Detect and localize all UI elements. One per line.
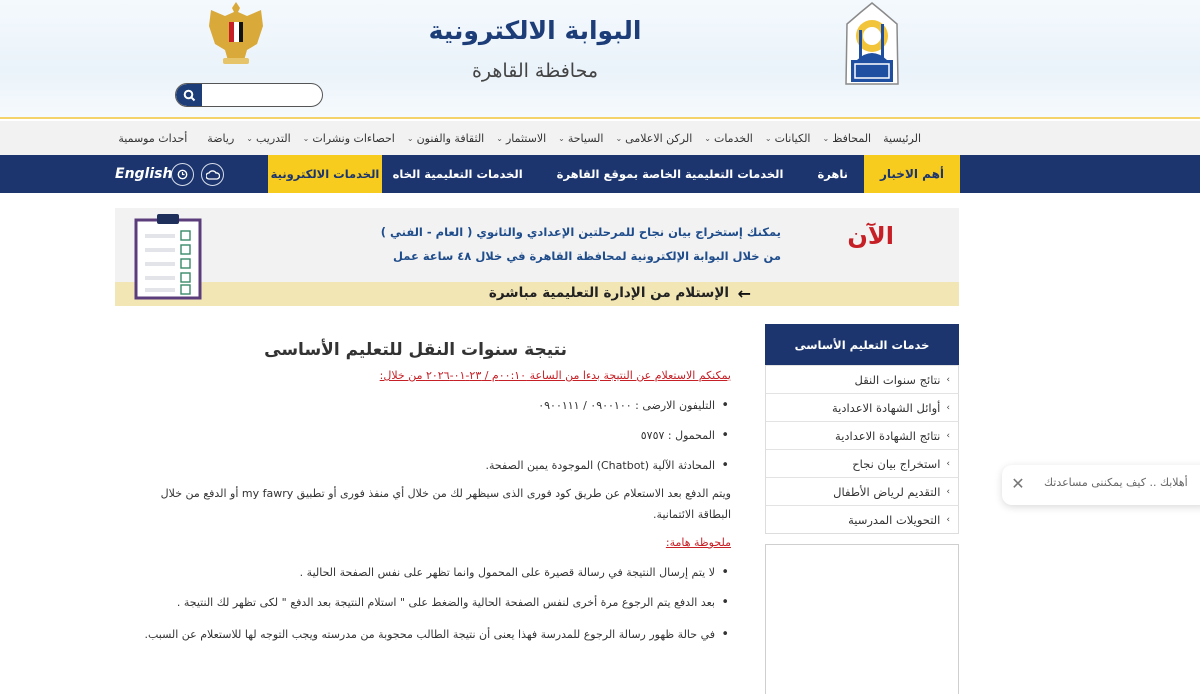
arrow-left-icon: ← bbox=[737, 284, 751, 303]
channel-chatbot: • المحادثة الآلية (Chatbot) الموجودة يمين الصفحة. bbox=[140, 458, 731, 474]
promo-banner[interactable] bbox=[115, 208, 959, 306]
banner-line-1: يمكنك إستخراج بيان نجاح للمرحلتين الإعدادي والثانوي ( العام - الفني ) bbox=[380, 225, 781, 239]
menu-item-media[interactable] bbox=[609, 132, 698, 145]
sidebar-item-prep-results[interactable] bbox=[766, 421, 958, 449]
page-title: نتيجة سنوات النقل للتعليم الأساسى bbox=[264, 340, 567, 360]
menu-item-label: السياحة bbox=[567, 131, 604, 145]
sidebar-empty-widget bbox=[765, 544, 959, 694]
search-box[interactable] bbox=[175, 83, 323, 107]
note-item: • بعد الدفع يتم الرجوع مرة أخرى لنفس الصفحة الحالية والضغط على " استلام النتيجة بعد الدفع " لكى تظهر لك النتيجة . bbox=[140, 595, 731, 611]
banner-now-label: الآن bbox=[847, 222, 894, 250]
news-ticker bbox=[384, 155, 864, 193]
chevron-left-icon: › bbox=[946, 402, 950, 413]
chevron-left-icon: › bbox=[946, 458, 950, 469]
menu-item-label: الركن الاعلامى bbox=[625, 131, 693, 145]
chevron-left-icon: › bbox=[946, 430, 950, 441]
close-icon[interactable]: ✕ bbox=[1011, 473, 1025, 493]
search-button[interactable] bbox=[176, 84, 202, 106]
sidebar-item-prep-top-students[interactable] bbox=[766, 393, 958, 421]
clock-icon[interactable] bbox=[171, 163, 194, 186]
egypt-eagle-emblem-icon bbox=[205, 0, 267, 70]
channel-mobile: • المحمول : ٥٧٥٧ bbox=[140, 428, 731, 444]
menu-item-culture[interactable] bbox=[401, 132, 490, 145]
payment-instructions: ويتم الدفع بعد الاستعلام عن طريق كود فورى الذى سيظهر لك من خلال أي منفذ فورى أو تطبيق my fawry أو الدفع من خلال البطاقة الائتمانية. bbox=[160, 487, 731, 521]
cairo-governorate-logo-icon bbox=[843, 2, 901, 86]
sidebar-item-label: أوائل الشهادة الاعدادية bbox=[831, 400, 941, 415]
menu-item-statistics[interactable] bbox=[297, 132, 401, 145]
clipboard-checklist-icon bbox=[133, 212, 203, 300]
sidebar-item-school-transfers[interactable] bbox=[766, 505, 958, 533]
menu-item-entities[interactable] bbox=[759, 132, 817, 145]
e-services-button[interactable]: الخدمات الالكترونية bbox=[268, 155, 382, 193]
chevron-left-icon: › bbox=[946, 374, 950, 385]
governorate-subtitle: محافظة القاهرة bbox=[471, 60, 599, 82]
sidebar-item-transfer-results[interactable] bbox=[766, 365, 958, 393]
chevron-down-icon: ⌄ bbox=[558, 133, 565, 143]
menu-item-governor[interactable] bbox=[816, 132, 877, 145]
chevron-down-icon: ⌄ bbox=[406, 133, 414, 143]
menu-item-sports[interactable] bbox=[193, 132, 240, 145]
sidebar-item-label: نتائج الشهادة الاعدادية bbox=[835, 428, 941, 443]
menu-item-home[interactable] bbox=[877, 132, 927, 145]
menu-item-seasonal-events[interactable] bbox=[112, 132, 193, 145]
chevron-down-icon: ⌄ bbox=[822, 133, 830, 143]
secondary-nav bbox=[0, 155, 1200, 193]
chevron-down-icon: ⌄ bbox=[704, 133, 711, 143]
article bbox=[140, 335, 735, 645]
chevron-left-icon: › bbox=[946, 514, 950, 525]
ticker-item[interactable]: ناهرة bbox=[817, 167, 848, 181]
ticker-item[interactable]: الخدمات التعليمية الخاه bbox=[392, 167, 523, 181]
menu-item-investment[interactable] bbox=[490, 132, 552, 145]
chevron-left-icon: › bbox=[946, 486, 950, 497]
sidebar bbox=[765, 324, 959, 534]
banner-line-3: الإستلام من الإدارة التعليمية مباشرة bbox=[488, 285, 729, 301]
important-note-heading: ملحوظة هامة: bbox=[665, 536, 731, 549]
menu-item-label: أحداث موسمية bbox=[118, 131, 188, 145]
menu-item-label: الاستثمار bbox=[505, 131, 547, 145]
menu-item-label: الرئيسية bbox=[883, 131, 921, 145]
chevron-down-icon: ⌄ bbox=[615, 133, 623, 143]
menu-item-label: رياضة bbox=[207, 131, 235, 145]
menu-item-label: الخدمات bbox=[713, 131, 753, 145]
chevron-down-icon: ⌄ bbox=[302, 133, 310, 143]
menu-item-label: الثقافة والفنون bbox=[416, 131, 485, 145]
chevron-down-icon: ⌄ bbox=[496, 133, 503, 143]
sidebar-item-kindergarten[interactable] bbox=[766, 477, 958, 505]
sidebar-item-label: التحويلات المدرسية bbox=[848, 512, 941, 527]
menu-item-tourism[interactable] bbox=[552, 132, 609, 145]
chevron-down-icon: ⌄ bbox=[246, 133, 253, 143]
inquiry-channels-list bbox=[140, 398, 731, 474]
chatbot-greeting: أهلابك .. كيف يمكننى مساعدتك bbox=[1044, 476, 1188, 489]
sidebar-list bbox=[765, 365, 959, 534]
menu-item-label: التدريب bbox=[255, 131, 291, 145]
channel-landline: • التليفون الارضى : ٠٩٠٠١٠٠ / ٠٩٠٠١١١ bbox=[140, 398, 731, 414]
menu-item-training[interactable] bbox=[240, 132, 296, 145]
search-input[interactable] bbox=[204, 86, 314, 104]
portal-title: البوابة الالكترونية bbox=[428, 16, 642, 45]
note-item: • في حالة ظهور رسالة الرجوع للمدرسة فهذا يعنى أن نتيجة الطالب محجوبة من مدرسته ويجب التوجه لها للاستعلام عن السبب. bbox=[140, 625, 731, 645]
language-switch-english[interactable]: English bbox=[115, 166, 173, 182]
menu-item-label: احصاءات ونشرات bbox=[312, 131, 395, 145]
banner-line-2: من خلال البوابة الإلكترونية لمحافظة القاهرة في خلال ٤٨ ساعة عمل bbox=[392, 249, 781, 263]
sidebar-item-label: استخراج بيان نجاح bbox=[852, 456, 941, 471]
note-item: • لا يتم إرسال النتيجة في رسالة قصيرة على المحمول وانما تظهر على نفس الصفحة الحالية . bbox=[140, 565, 731, 581]
main-menu bbox=[0, 121, 1200, 155]
search-icon bbox=[183, 89, 196, 102]
chatbot-popup[interactable] bbox=[1002, 465, 1200, 505]
site-header bbox=[0, 0, 1200, 119]
chevron-down-icon: ⌄ bbox=[764, 133, 772, 143]
top-news-button[interactable]: أهم الاخبار bbox=[864, 155, 960, 193]
sidebar-item-success-certificate[interactable] bbox=[766, 449, 958, 477]
sidebar-item-label: التقديم لرياض الأطفال bbox=[833, 484, 941, 499]
menu-item-label: الكيانات bbox=[774, 131, 811, 145]
ticker-item[interactable]: الخدمات التعليمية الخاصة بموقع القاهرة bbox=[556, 167, 784, 181]
sidebar-heading: خدمات التعليم الأساسى bbox=[765, 324, 959, 365]
sidebar-item-label: نتائج سنوات النقل bbox=[854, 372, 941, 387]
inquiry-start-note: يمكنكم الاستعلام عن النتيجة بدءا من الساعة ٠٠:١٠م / ٢٣-٠١-٢٠٢٦ من خلال: bbox=[379, 369, 731, 382]
menu-item-services[interactable] bbox=[698, 132, 759, 145]
cloud-weather-icon[interactable] bbox=[201, 163, 224, 186]
menu-item-label: المحافظ bbox=[832, 131, 872, 145]
important-notes-list bbox=[140, 565, 731, 645]
